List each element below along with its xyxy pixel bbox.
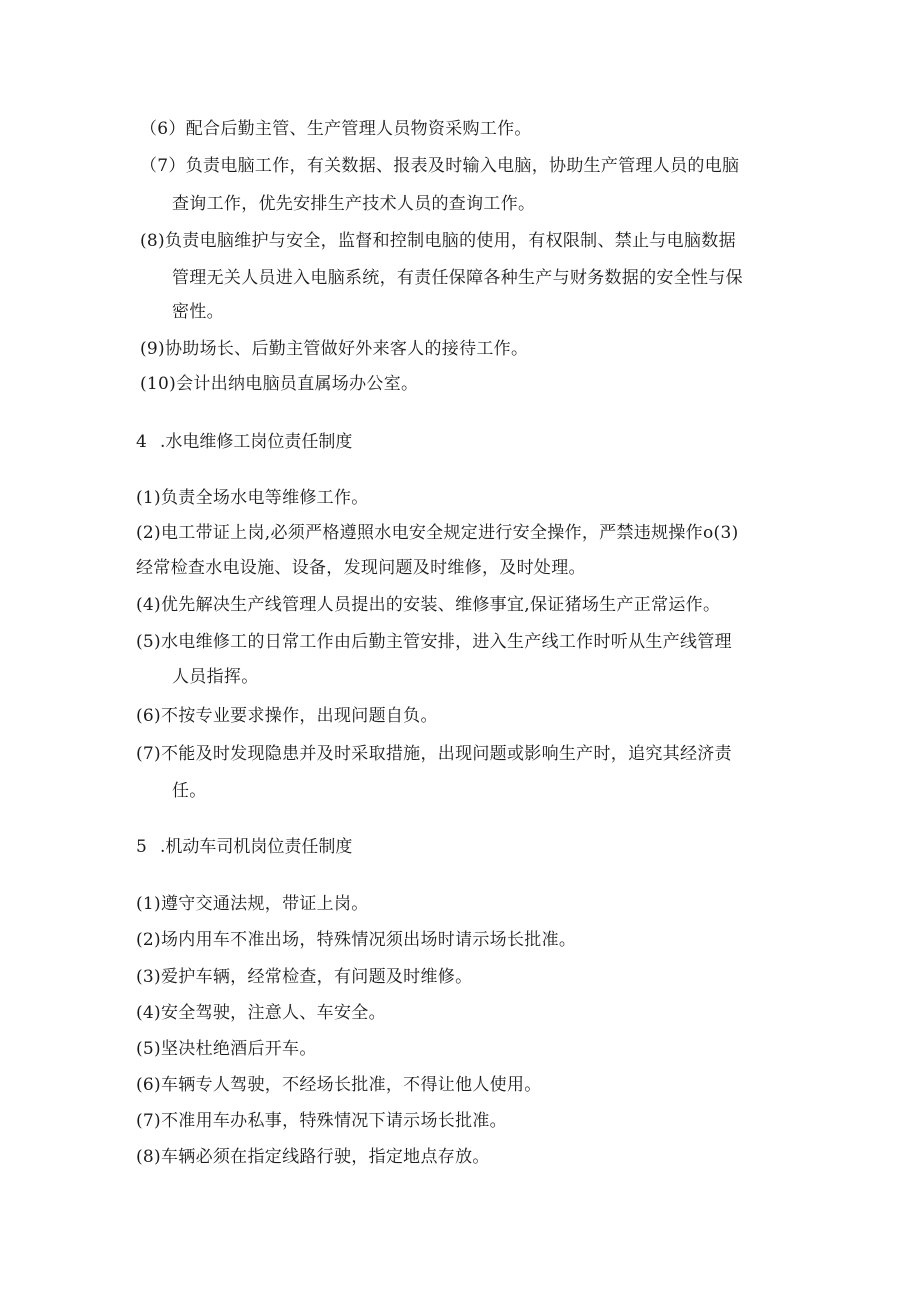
- item-line: (8)车辆必须在指定线路行驶，指定地点存放。: [136, 1147, 490, 1167]
- item-line: (1)遵守交通法规，带证上岗。: [136, 894, 369, 914]
- item-line: (9)协助场长、后勤主管做好外来客人的接待工作。: [140, 339, 529, 359]
- section-heading: [136, 836, 352, 858]
- item-line: （7）负责电脑工作，有关数据、报表及时输入电脑，协助生产管理人员的电脑: [140, 156, 740, 176]
- item-line: (7)不能及时发现隐患并及时采取措施，出现问题或影响生产时，追究其经济责: [136, 744, 732, 764]
- item-line: (6)不按专业要求操作，出现问题自负。: [136, 706, 438, 726]
- item-line-continuation: 人员指挥。: [172, 667, 259, 687]
- item-line: (6)车辆专人驾驶，不经场长批准，不得让他人使用。: [136, 1075, 542, 1095]
- item-line: (1)负责全场水电等维修工作。: [136, 488, 369, 508]
- section-title: .水电维修工岗位责任制度: [160, 432, 353, 452]
- item-line: (4)安全驾驶，注意人、车安全。: [136, 1003, 386, 1023]
- item-line: (7)不准用车办私事，特殊情况下请示场长批准。: [136, 1111, 507, 1131]
- section-number: 5: [136, 837, 147, 857]
- item-line: (4)优先解决生产线管理人员提出的安装、维修事宜,保证猪场生产正常运作。: [136, 595, 721, 615]
- item-line: (8)负责电脑维护与安全，监督和控制电脑的使用，有权限制、禁止与电脑数据: [140, 231, 736, 251]
- item-line: (3)爱护车辆，经常检查，有问题及时维修。: [136, 967, 473, 987]
- item-line: (2)电工带证上岗,必须严格遵照水电安全规定进行安全操作，严禁违规操作o(3): [136, 523, 739, 543]
- section-title: .机动车司机岗位责任制度: [160, 837, 353, 857]
- item-line: (10)会计出纳电脑员直属场办公室。: [140, 374, 419, 394]
- item-line-continuation: 任。: [172, 781, 207, 801]
- item-line: (5)水电维修工的日常工作由后勤主管安排，进入生产线工作时听从生产线管理: [136, 632, 732, 652]
- item-line: （6）配合后勤主管、生产管理人员物资采购工作。: [140, 119, 532, 139]
- section-number: 4: [136, 432, 147, 452]
- item-line-continuation: 经常检查水电设施、设备，发现问题及时维修，及时处理。: [136, 558, 586, 578]
- item-line: (5)坚决杜绝酒后开车。: [136, 1039, 317, 1059]
- item-line: (2)场内用车不准出场，特殊情况须出场时请示场长批准。: [136, 930, 577, 950]
- item-line-continuation: 管理无关人员进入电脑系统，有责任保障各种生产与财务数据的安全性与保: [172, 268, 743, 288]
- item-line-continuation: 密性。: [172, 302, 224, 322]
- section-heading: [136, 431, 352, 453]
- item-line-continuation: 查询工作，优先安排生产技术人员的查询工作。: [172, 194, 536, 214]
